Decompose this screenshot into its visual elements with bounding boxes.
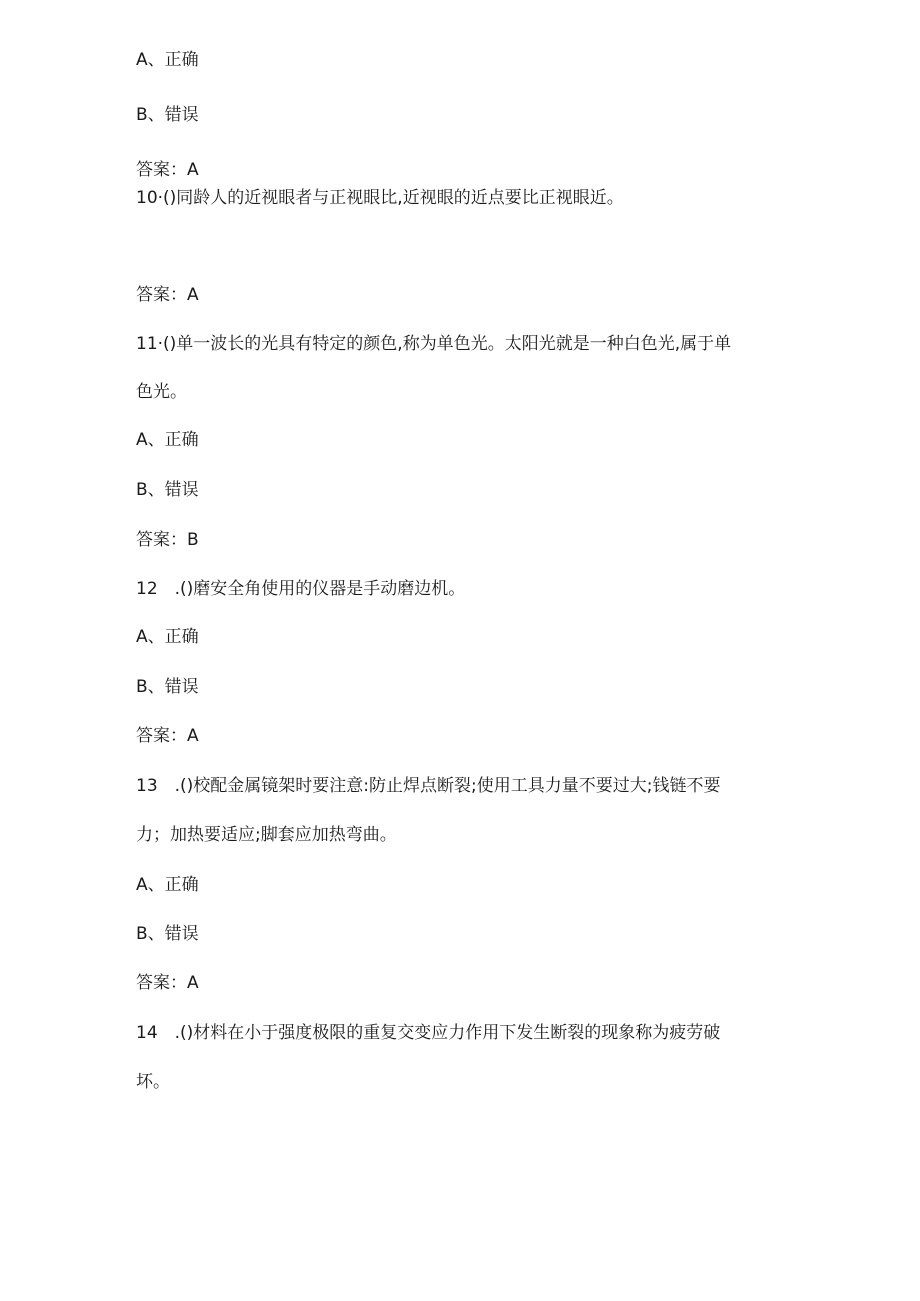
question-11-continued: 色光。 xyxy=(136,382,187,402)
option-a: A、正确 xyxy=(136,50,199,70)
question-10: 10·()同龄人的近视眼者与正视眼比,近视眼的近点要比正视眼近。 xyxy=(136,188,624,208)
option-a: A、正确 xyxy=(136,875,199,895)
option-a: A、正确 xyxy=(136,430,199,450)
answer: 答案：A xyxy=(136,160,199,180)
question-11: 11·()单一波长的光具有特定的颜色,称为单色光。太阳光就是一种白色光,属于单 xyxy=(136,334,732,354)
option-b: B、错误 xyxy=(136,924,199,944)
question-14: 14 .()材料在小于强度极限的重复交变应力作用下发生断裂的现象称为疲劳破 xyxy=(136,1023,721,1043)
question-13: 13 .()校配金属镜架时要注意:防止焊点断裂;使用工具力量不要过大;钱链不要 xyxy=(136,776,721,796)
option-b: B、错误 xyxy=(136,480,199,500)
option-b: B、错误 xyxy=(136,677,199,697)
answer: 答案：B xyxy=(136,530,199,550)
question-14-continued: 坏。 xyxy=(136,1072,170,1092)
answer: 答案：A xyxy=(136,726,199,746)
option-b: B、错误 xyxy=(136,105,199,125)
option-a: A、正确 xyxy=(136,627,199,647)
question-13-continued: 力；加热要适应;脚套应加热弯曲。 xyxy=(136,825,397,845)
question-12: 12 .()磨安全角使用的仪器是手动磨边机。 xyxy=(136,579,466,599)
answer: 答案：A xyxy=(136,285,199,305)
answer: 答案：A xyxy=(136,973,199,993)
